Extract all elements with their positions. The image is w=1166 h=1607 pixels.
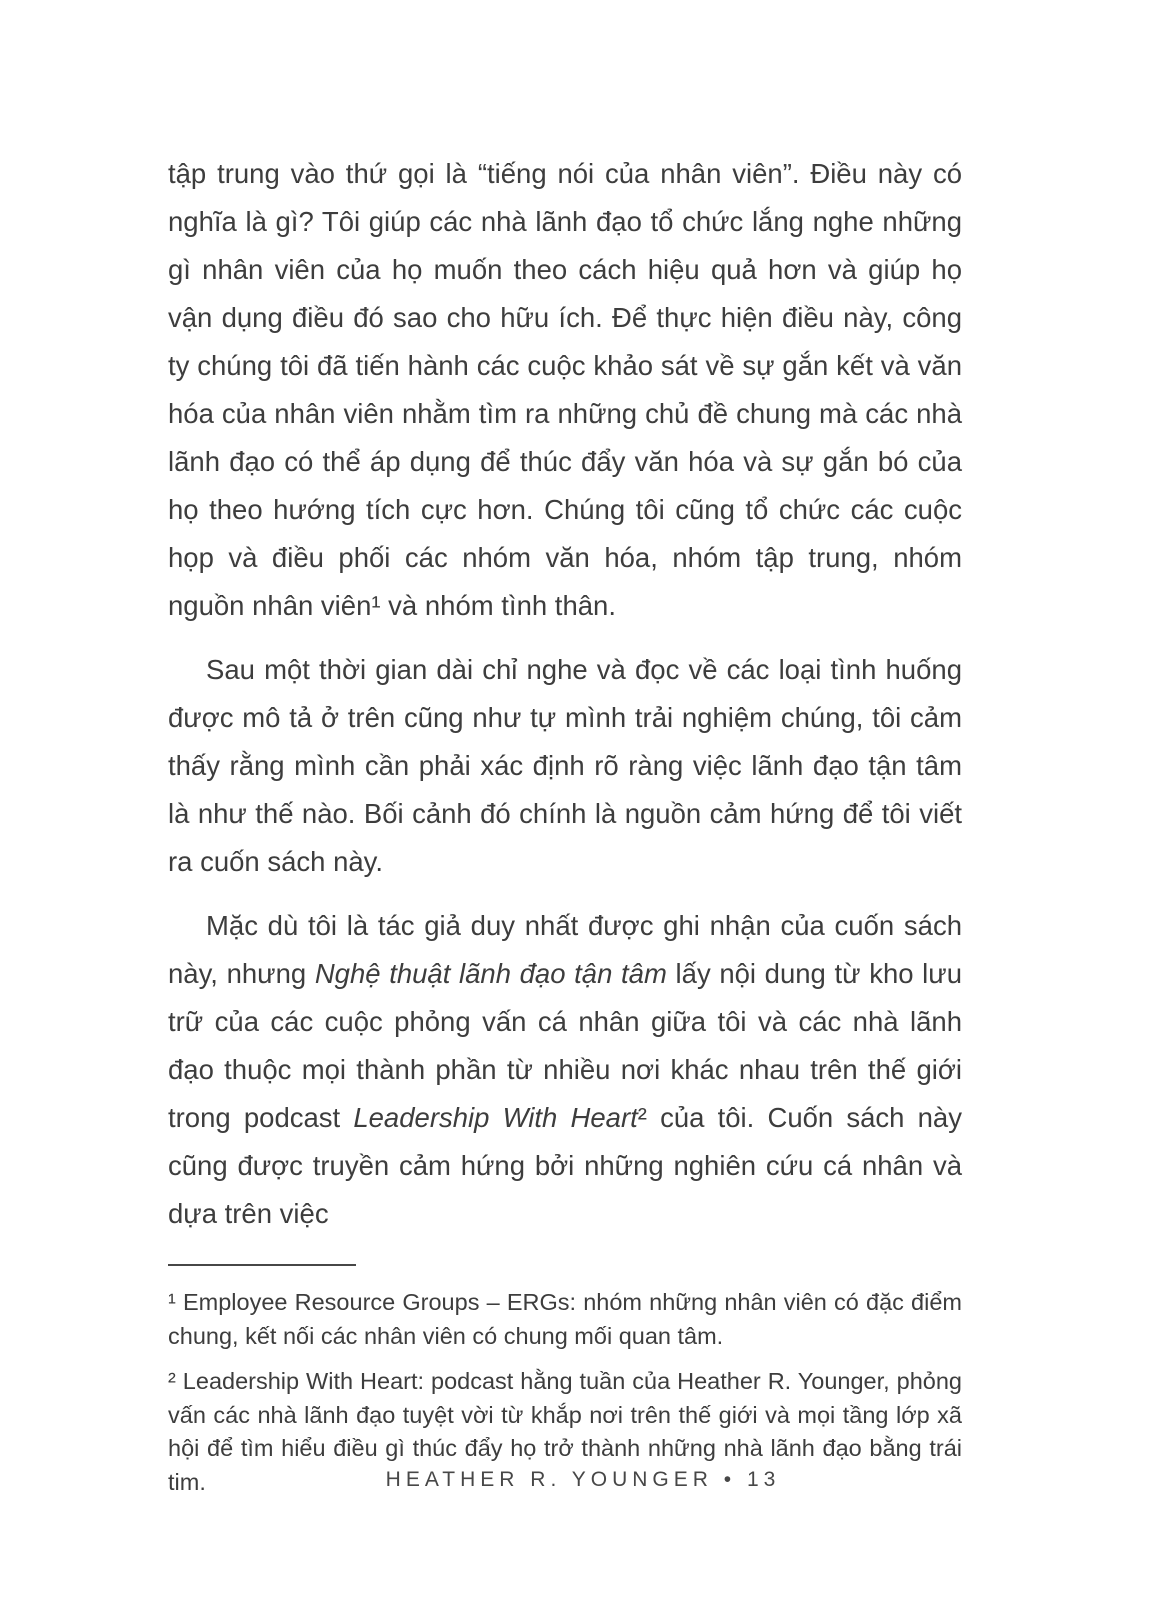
running-footer-text: HEATHER R. YOUNGER • 13 xyxy=(385,1468,781,1491)
book-title-italic: Nghệ thuật lãnh đạo tận tâm xyxy=(314,958,667,989)
footnote-divider xyxy=(168,1264,356,1266)
paragraph-text: của tôi. Cuốn sách này cũng được truyền cảm hứng bởi những nghiên cứu cá nhân và dựa trên việc xyxy=(168,1102,962,1229)
page-footer xyxy=(0,1468,1166,1492)
paragraph xyxy=(168,902,962,1238)
paragraph-text: lấy nội dung từ kho lưu trữ của các cuộc phỏng vấn cá nhân giữa tôi và các nhà lãnh đạo thuộc mọi thành phần từ nhiều nơi khác nhau trên thế giới trong podcast xyxy=(168,958,962,1133)
podcast-title-italic: Leadership With Heart xyxy=(353,1102,638,1133)
footnote: ¹ Employee Resource Groups – ERGs: nhóm những nhân viên có đặc điểm chung, kết nối các nhân viên có chung mối quan tâm. xyxy=(168,1289,962,1349)
paragraph-text: tập trung vào thứ gọi là “tiếng nói của nhân viên”. Điều này có nghĩa là gì? Tôi giúp các nhà lãnh đạo tổ chức lắng nghe những gì nhân viên của họ muốn theo cách hiệu quả hơn và giúp họ vận dụng điều đó sao cho hữu ích. Để thực hiện điều này, công ty chúng tôi đã tiến hành các cuộc khảo sát về sự gắn kết và văn hóa của nhân viên nhằm tìm ra những chủ đề chung mà các nhà lãnh đạo có thể áp dụng để thúc đẩy văn hóa và sự gắn bó của họ theo hướng tích cực hơn. Chúng tôi cũng tổ chức các cuộc họp và điều phối các nhóm văn hóa, nhóm tập trung, nhóm nguồn nhân viên¹ và nhóm tình thân. xyxy=(168,158,962,621)
text-block xyxy=(168,150,962,1511)
footnote: ² Leadership With Heart: podcast hằng tuần của Heather R. Younger, phỏng vấn các nhà lãnh đạo tuyệt vời từ khắp nơi trên thế giới và mọi tầng lớp xã hội để tìm hiểu điều gì thúc đẩy họ trở thành những nhà lãnh đạo bằng trái tim. xyxy=(168,1368,962,1495)
footnote-marker: ² xyxy=(637,1102,647,1133)
paragraph xyxy=(168,150,962,630)
paragraph-text: Sau một thời gian dài chỉ nghe và đọc về các loại tình huống được mô tả ở trên cũng như tự mình trải nghiệm chúng, tôi cảm thấy rằng mình cần phải xác định rõ ràng việc lãnh đạo tận tâm là như thế nào. Bối cảnh đó chính là nguồn cảm hứng để tôi viết ra cuốn sách này. xyxy=(168,654,962,877)
paragraph xyxy=(168,646,962,886)
paragraph-text: Mặc dù tôi là tác giả duy nhất được ghi nhận của cuốn sách này, nhưng xyxy=(168,910,962,989)
